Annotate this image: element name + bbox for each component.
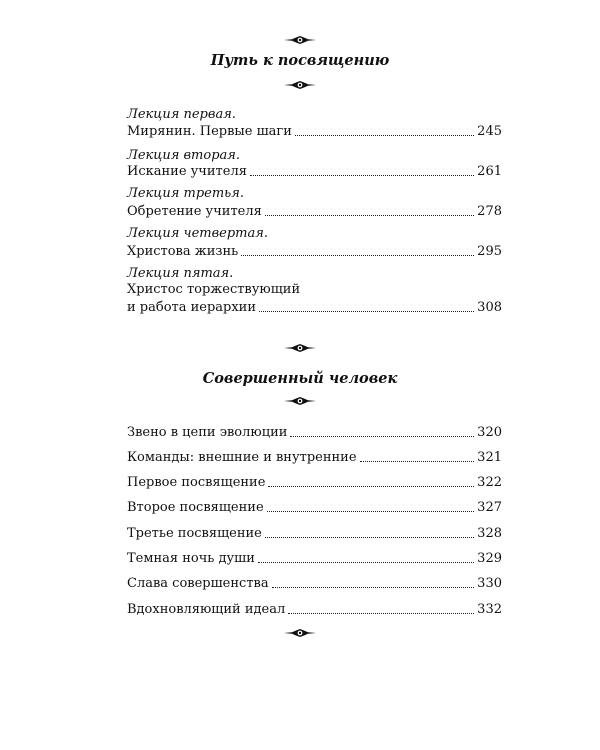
dot-leader — [295, 135, 474, 136]
ornament-icon — [283, 396, 317, 406]
toc-entry-page: 329 — [477, 551, 502, 566]
toc-entry[interactable] — [127, 473, 502, 491]
toc-entry-title-line1[interactable]: Христос торжествующий — [127, 282, 301, 297]
section-title-initiation: Путь к посвящению — [210, 52, 390, 69]
toc-entry[interactable] — [127, 298, 502, 316]
ornament-icon — [283, 628, 317, 638]
lecture-label: Лекция пятая. — [127, 266, 234, 281]
dot-leader — [265, 537, 474, 538]
toc-entry[interactable] — [127, 162, 502, 180]
lecture-label: Лекция четвертая. — [127, 226, 268, 241]
dot-leader — [272, 587, 475, 588]
toc-entry[interactable] — [127, 524, 502, 542]
toc-entry[interactable] — [127, 202, 502, 220]
toc-entry-title: Мирянин. Первые шаги — [127, 124, 292, 139]
toc-entry-page: 261 — [477, 164, 502, 179]
toc-entry-title: и работа иерархии — [127, 300, 257, 315]
ornament-divider-bottom — [0, 628, 600, 638]
toc-entry[interactable] — [127, 448, 502, 466]
lecture-label: Лекция третья. — [127, 186, 244, 201]
lecture-label: Лекция вторая. — [127, 148, 241, 163]
ornament-divider-mid-1 — [0, 343, 600, 353]
toc-entry-page: 328 — [477, 526, 502, 541]
dot-leader — [267, 511, 475, 512]
dot-leader — [268, 486, 474, 487]
toc-entry[interactable] — [127, 122, 502, 140]
toc-entry-title: Команды: внешние и внутренние — [127, 450, 357, 465]
dot-leader — [288, 613, 474, 614]
toc-entry[interactable] — [127, 574, 502, 592]
toc-entry[interactable] — [127, 423, 502, 441]
toc-entry-page: 308 — [477, 300, 502, 315]
ornament-icon — [283, 343, 317, 353]
toc-entry-title: Христова жизнь — [127, 244, 239, 259]
toc-entry-page: 295 — [477, 244, 502, 259]
toc-entry[interactable] — [127, 600, 502, 618]
toc-entry-title: Обретение учителя — [127, 204, 262, 219]
toc-entry-title: Темная ночь души — [127, 551, 255, 566]
section-title-perfect-man: Совершенный человек — [202, 370, 398, 387]
toc-entry-title: Искание учителя — [127, 164, 247, 179]
dot-leader — [259, 311, 474, 312]
toc-entry-page: 320 — [477, 425, 502, 440]
ornament-icon — [283, 35, 317, 45]
dot-leader — [290, 436, 474, 437]
toc-entry-title: Вдохновляющий идеал — [127, 602, 286, 617]
toc-entry-page: 278 — [477, 204, 502, 219]
toc-entry-page: 332 — [477, 602, 502, 617]
toc-entry-page: 330 — [477, 576, 502, 591]
ornament-divider-mid-2 — [0, 396, 600, 406]
lecture-label: Лекция первая. — [127, 107, 236, 122]
ornament-divider-top-2 — [0, 80, 600, 90]
toc-entry-page: 327 — [477, 500, 502, 515]
dot-leader — [265, 215, 474, 216]
ornament-divider-top-1 — [0, 35, 600, 45]
toc-entry-title: Первое посвящение — [127, 475, 266, 490]
toc-entry[interactable] — [127, 242, 502, 260]
toc-entry[interactable] — [127, 498, 502, 516]
dot-leader — [258, 562, 474, 563]
dot-leader — [250, 175, 474, 176]
toc-entry-page: 322 — [477, 475, 502, 490]
toc-entry-page: 245 — [477, 124, 502, 139]
dot-leader — [241, 255, 474, 256]
toc-entry-title: Слава совершенства — [127, 576, 269, 591]
ornament-icon — [283, 80, 317, 90]
dot-leader — [360, 461, 475, 462]
toc-entry-title: Третье посвящение — [127, 526, 262, 541]
toc-entry-page: 321 — [477, 450, 502, 465]
toc-entry-title: Второе посвящение — [127, 500, 264, 515]
toc-entry[interactable] — [127, 549, 502, 567]
toc-entry-title: Звено в цепи эволюции — [127, 425, 288, 440]
